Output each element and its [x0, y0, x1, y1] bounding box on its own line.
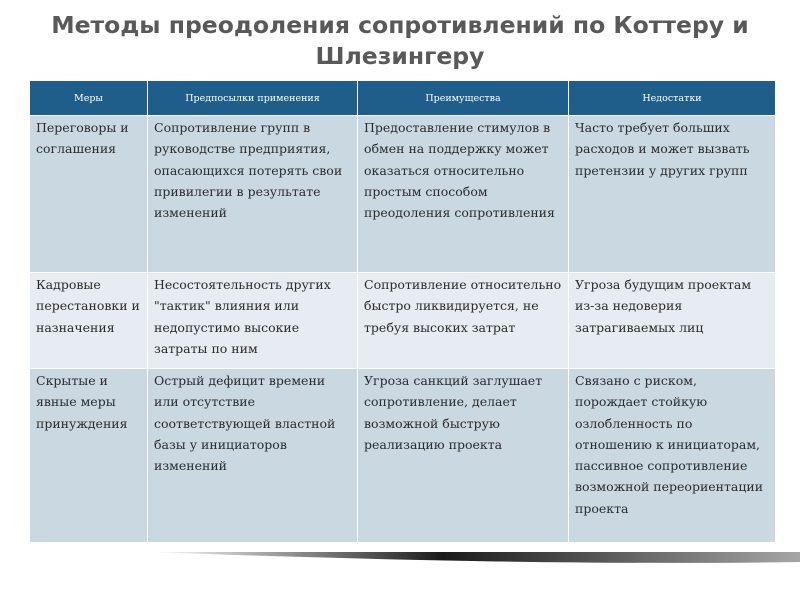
header-advantages: Преимущества	[358, 81, 569, 116]
slide-title	[30, 10, 770, 72]
header-preconditions: Предпосылки применения	[148, 81, 358, 116]
slide-shadow-decoration	[150, 552, 800, 600]
header-disadvantages: Недостатки	[569, 81, 776, 116]
table-header-row	[30, 81, 776, 116]
header-measures: Меры	[30, 81, 148, 116]
table-row	[30, 116, 776, 273]
table-cell: Сопротивление групп в руководстве предприятия, опасающихся потерять свои привилегии в результате изменений	[148, 116, 358, 273]
table-cell: Переговоры и соглашения	[30, 116, 148, 273]
table-row	[30, 369, 776, 543]
table-row	[30, 273, 776, 369]
table-cell: Несостоятельность других "тактик" влияния или недопустимо высокие затраты по ним	[148, 273, 358, 369]
table-cell: Угроза будущим проектам из-за недоверия затрагиваемых лиц	[569, 273, 776, 369]
table-cell: Предоставление стимулов в обмен на поддержку может оказаться относительно простым способом преодоления сопротивления	[358, 116, 569, 273]
table-cell: Скрытые и явные меры принуждения	[30, 369, 148, 543]
table-cell: Связано с риском, порождает стойкую озлобленность по отношению к инициаторам, пассивное сопротивление возможной переориентации проекта	[569, 369, 776, 543]
table-cell: Сопротивление относительно быстро ликвидируется, не требуя высоких затрат	[358, 273, 569, 369]
table-cell: Часто требует больших расходов и может вызвать претензии у других групп	[569, 116, 776, 273]
table-cell: Угроза санкций заглушает сопротивление, делает возможной быструю реализацию проекта	[358, 369, 569, 543]
table-cell: Острый дефицит времени или отсутствие соответствующей властной базы у инициаторов изменений	[148, 369, 358, 543]
table-cell: Кадровые перестановки и назначения	[30, 273, 148, 369]
slide-title-line2: Шлезингеру	[315, 42, 485, 70]
slide-title-line1: Методы преодоления сопротивлений по Коттеру и	[51, 11, 749, 39]
methods-table	[29, 80, 776, 543]
